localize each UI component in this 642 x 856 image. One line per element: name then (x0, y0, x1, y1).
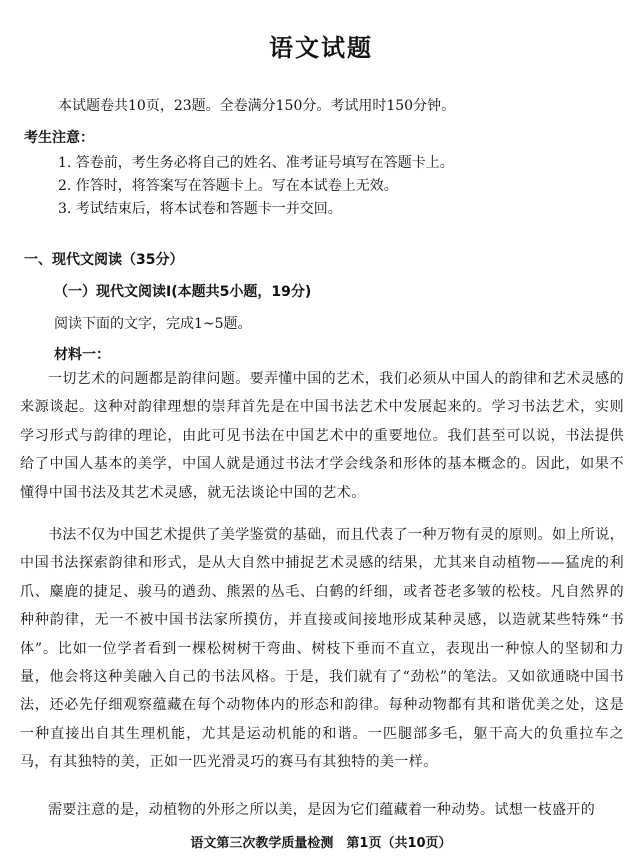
page-footer: 语文第三次教学质量检测 第1页（共10页） (190, 836, 452, 851)
page-title: 语文试题 (269, 34, 373, 62)
reading-instruction: 阅读下面的文字，完成1~5题。 (54, 316, 252, 332)
notice-heading: 考生注意： (24, 130, 94, 146)
subsection-heading: （一）现代文阅读Ⅰ(本题共5小题，19分) (54, 284, 312, 300)
section-heading: 一、现代文阅读（35分） (24, 252, 184, 268)
notice-item: 3. 考试结束后，将本试卷和答题卡一并交回。 (58, 201, 342, 217)
notice-item: 2. 作答时，将答案写在答题卡上。写在本试卷上无效。 (58, 178, 398, 194)
body-paragraph: 一切艺术的问题都是韵律问题。要弄懂中国的艺术，我们必须从中国人的韵律和艺术灵感的来源谈起。这种对韵律理想的崇拜首先是在中国书法艺术中发展起来的。学习书法艺术，实则学习形式与韵律的理论，由此可见书法在中国艺术中的重要地位。我们甚至可以说，书法提供给了中国人基本的美学，中国人就是通过书法才学会线条和形体的基本概念的。因此，如果不懂得中国书法及其艺术灵感，就无法谈论中国的艺术。 (20, 371, 624, 501)
exam-intro: 本试题卷共10页，23题。全卷满分150分。考试用时150分钟。 (58, 98, 456, 114)
material-label: 材料一： (54, 347, 110, 363)
body-paragraph: 需要注意的是，动植物的外形之所以美，是因为它们蕴藏着一种动势。试想一枝盛开的 (48, 802, 596, 818)
body-paragraph: 书法不仅为中国艺术提供了美学鉴赏的基础，而且代表了一种万物有灵的原则。如上所说，中国书法探索韵律和形式，是从大自然中捕捉艺术灵感的结果，尤其来自动植物——猛虎的利爪、麋鹿的捷足、骏马的遒劲、熊罴的丛毛、白鹤的纤细，或者苍老多皱的松枝。凡自然界的种种韵律，无一不被中国书法家所摸仿，并直接或间接地形成某种灵感，以造就某些特殊“书体”。比如一位学者看到一棵松树树干弯曲、树枝下垂而不直立，表现出一种惊人的坚韧和力量，他会将这种美融入自己的书法风格。于是，我们就有了“劲松”的笔法。又如欲通晓中国书法，还必先仔细观察蕴藏在每个动物体内的形态和韵律。每种动物都有其和谐优美之处，这是一种直接出自其生理机能，尤其是运动机能的和谐。一匹腿部多毛，躯干高大的负重拉车之马，有其独特的美，正如一匹光滑灵巧的赛马有其独特的美一样。 (20, 527, 624, 771)
notice-item: 1. 答卷前，考生务必将自己的姓名、准考证号填写在答题卡上。 (58, 155, 454, 171)
